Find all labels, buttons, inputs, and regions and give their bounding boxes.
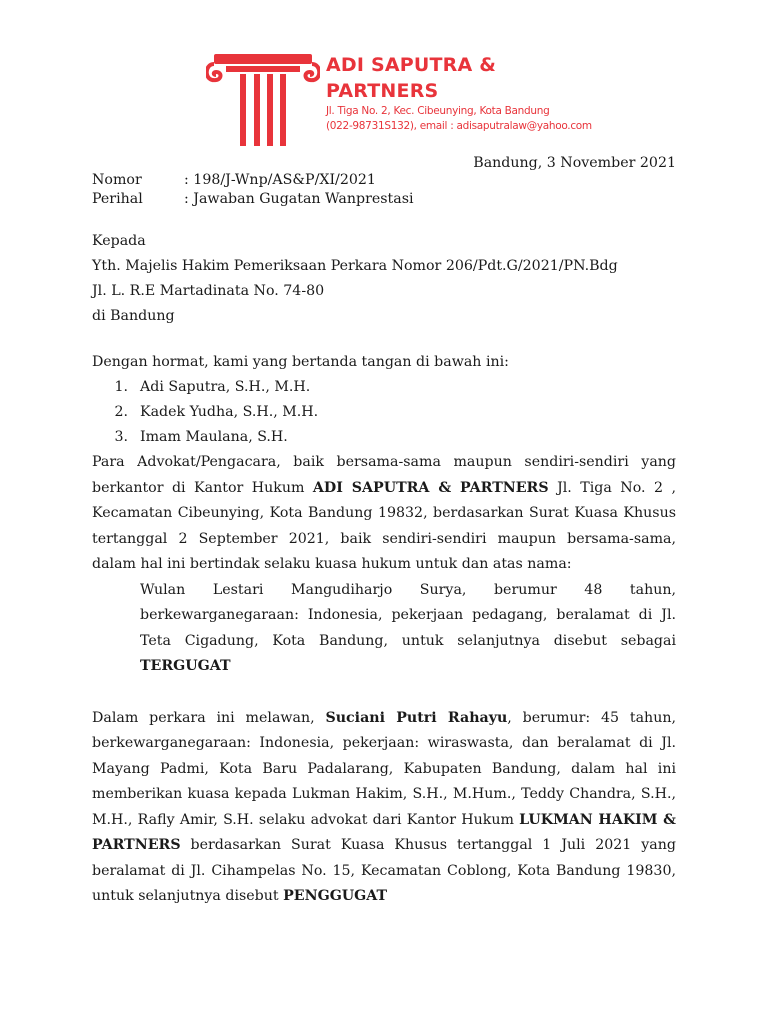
firm-address: Jl. Tiga No. 2, Kec. Cibeunying, Kota Bandung <box>326 105 550 117</box>
opposing-firm-name: LUKMAN HAKIM & PARTNERS <box>92 811 676 853</box>
para1-text-b: Jl. Tiga No. 2 , Kecamatan Cibeunying, Kota Bandung 19832, berdasarkan Surat Kuasa Khusus tertanggal 2 September 2021, baik sendiri-sendiri maupun bersama-sama, dalam hal ini bertindak selaku kuasa hukum untuk dan atas nama: <box>92 479 677 572</box>
letter-meta <box>92 171 676 209</box>
nomor-row <box>92 171 676 190</box>
firm-name-line2: PARTNERS <box>326 80 439 102</box>
nomor-label: Nomor <box>92 172 142 188</box>
para2-text-a: Dalam perkara ini melawan, <box>92 709 326 726</box>
firm-info <box>326 52 626 134</box>
addressee-city: di Bandung <box>92 308 175 324</box>
letter-body <box>92 350 676 910</box>
opposing-party-paragraph <box>92 706 676 910</box>
addressee-line: Yth. Majelis Hakim Pemeriksaan Perkara Nomor 206/Pdt.G/2021/PN.Bdg <box>92 258 618 274</box>
list-item <box>92 400 676 425</box>
spacer <box>92 680 676 706</box>
addressee-block <box>92 229 676 329</box>
firm-name-bold: ADI SAPUTRA & PARTNERS <box>312 479 549 496</box>
list-number: 3. <box>114 429 128 445</box>
list-item <box>92 425 676 450</box>
para2-text-b: , berumur: 45 tahun, berkewarganegaraan: Indonesia, pekerjaan: wiraswasta, dan beralamat di Jl. Mayang Padmi, Kota Baru Padalarang, Kabupaten Bandung, dalam hal ini memberikan kuasa kepada Lukman Hakim, S.H., M.Hum., Teddy Chandra, S.H., M.H., Rafly Amir, S.H. selaku advokat dari Kantor Hukum <box>92 709 676 828</box>
perihal-label: Perihal <box>92 191 143 207</box>
client-text: Wulan Lestari Mangudiharjo Surya, berumur 48 tahun, berkewarganegaraan: Indonesia, pekerjaan pedagang, beralamat di Jl. Teta Cigadung, Kota Bandung, untuk selanjutnya disebut sebagai <box>140 581 676 649</box>
firm-name: ADI SAPUTRA & <box>326 54 496 76</box>
list-item <box>92 375 676 400</box>
signatory-list <box>92 375 676 450</box>
letter-date: Bandung, 3 November 2021 <box>473 155 676 171</box>
kepada-label: Kepada <box>92 233 146 249</box>
para2-text-c: berdasarkan Surat Kuasa Khusus tertanggal 1 Juli 2021 yang beralamat di Jl. Cihampelas No. 15, Kecamatan Coblong, Kota Bandung 19830, untuk selanjutnya disebut <box>92 837 676 904</box>
signatory-name: Imam Maulana, S.H. <box>140 429 288 445</box>
penggugat-label: PENGGUGAT <box>283 888 388 904</box>
addressee-address: Jl. L. R.E Martadinata No. 74-80 <box>92 283 325 299</box>
firm-contact: (022-98731S132), email : adisaputralaw@yahoo.com <box>326 120 592 132</box>
column-pillar-icon <box>206 50 320 150</box>
client-paragraph <box>140 578 676 680</box>
perihal-value: : Jawaban Gugatan Wanprestasi <box>184 191 414 207</box>
plaintiff-name: Suciani Putri Rahayu <box>325 709 508 726</box>
nomor-value: : 198/J-Wnp/AS&P/XI/2021 <box>184 172 376 188</box>
list-number: 1. <box>114 379 128 395</box>
signatory-name: Adi Saputra, S.H., M.H. <box>140 379 311 395</box>
perihal-row <box>92 190 676 209</box>
tergugat-label: TERGUGAT <box>140 658 231 674</box>
letterhead <box>206 50 626 150</box>
greeting: Dengan hormat, kami yang bertanda tangan di bawah ini: <box>92 354 509 370</box>
para1-text-a: Para Advokat/Pengacara, baik bersama-sama maupun sendiri-sendiri yang berkantor di Kantor Hukum <box>92 454 676 496</box>
signatory-name: Kadek Yudha, S.H., M.H. <box>140 404 319 420</box>
representation-paragraph <box>92 450 676 578</box>
list-number: 2. <box>114 404 128 420</box>
